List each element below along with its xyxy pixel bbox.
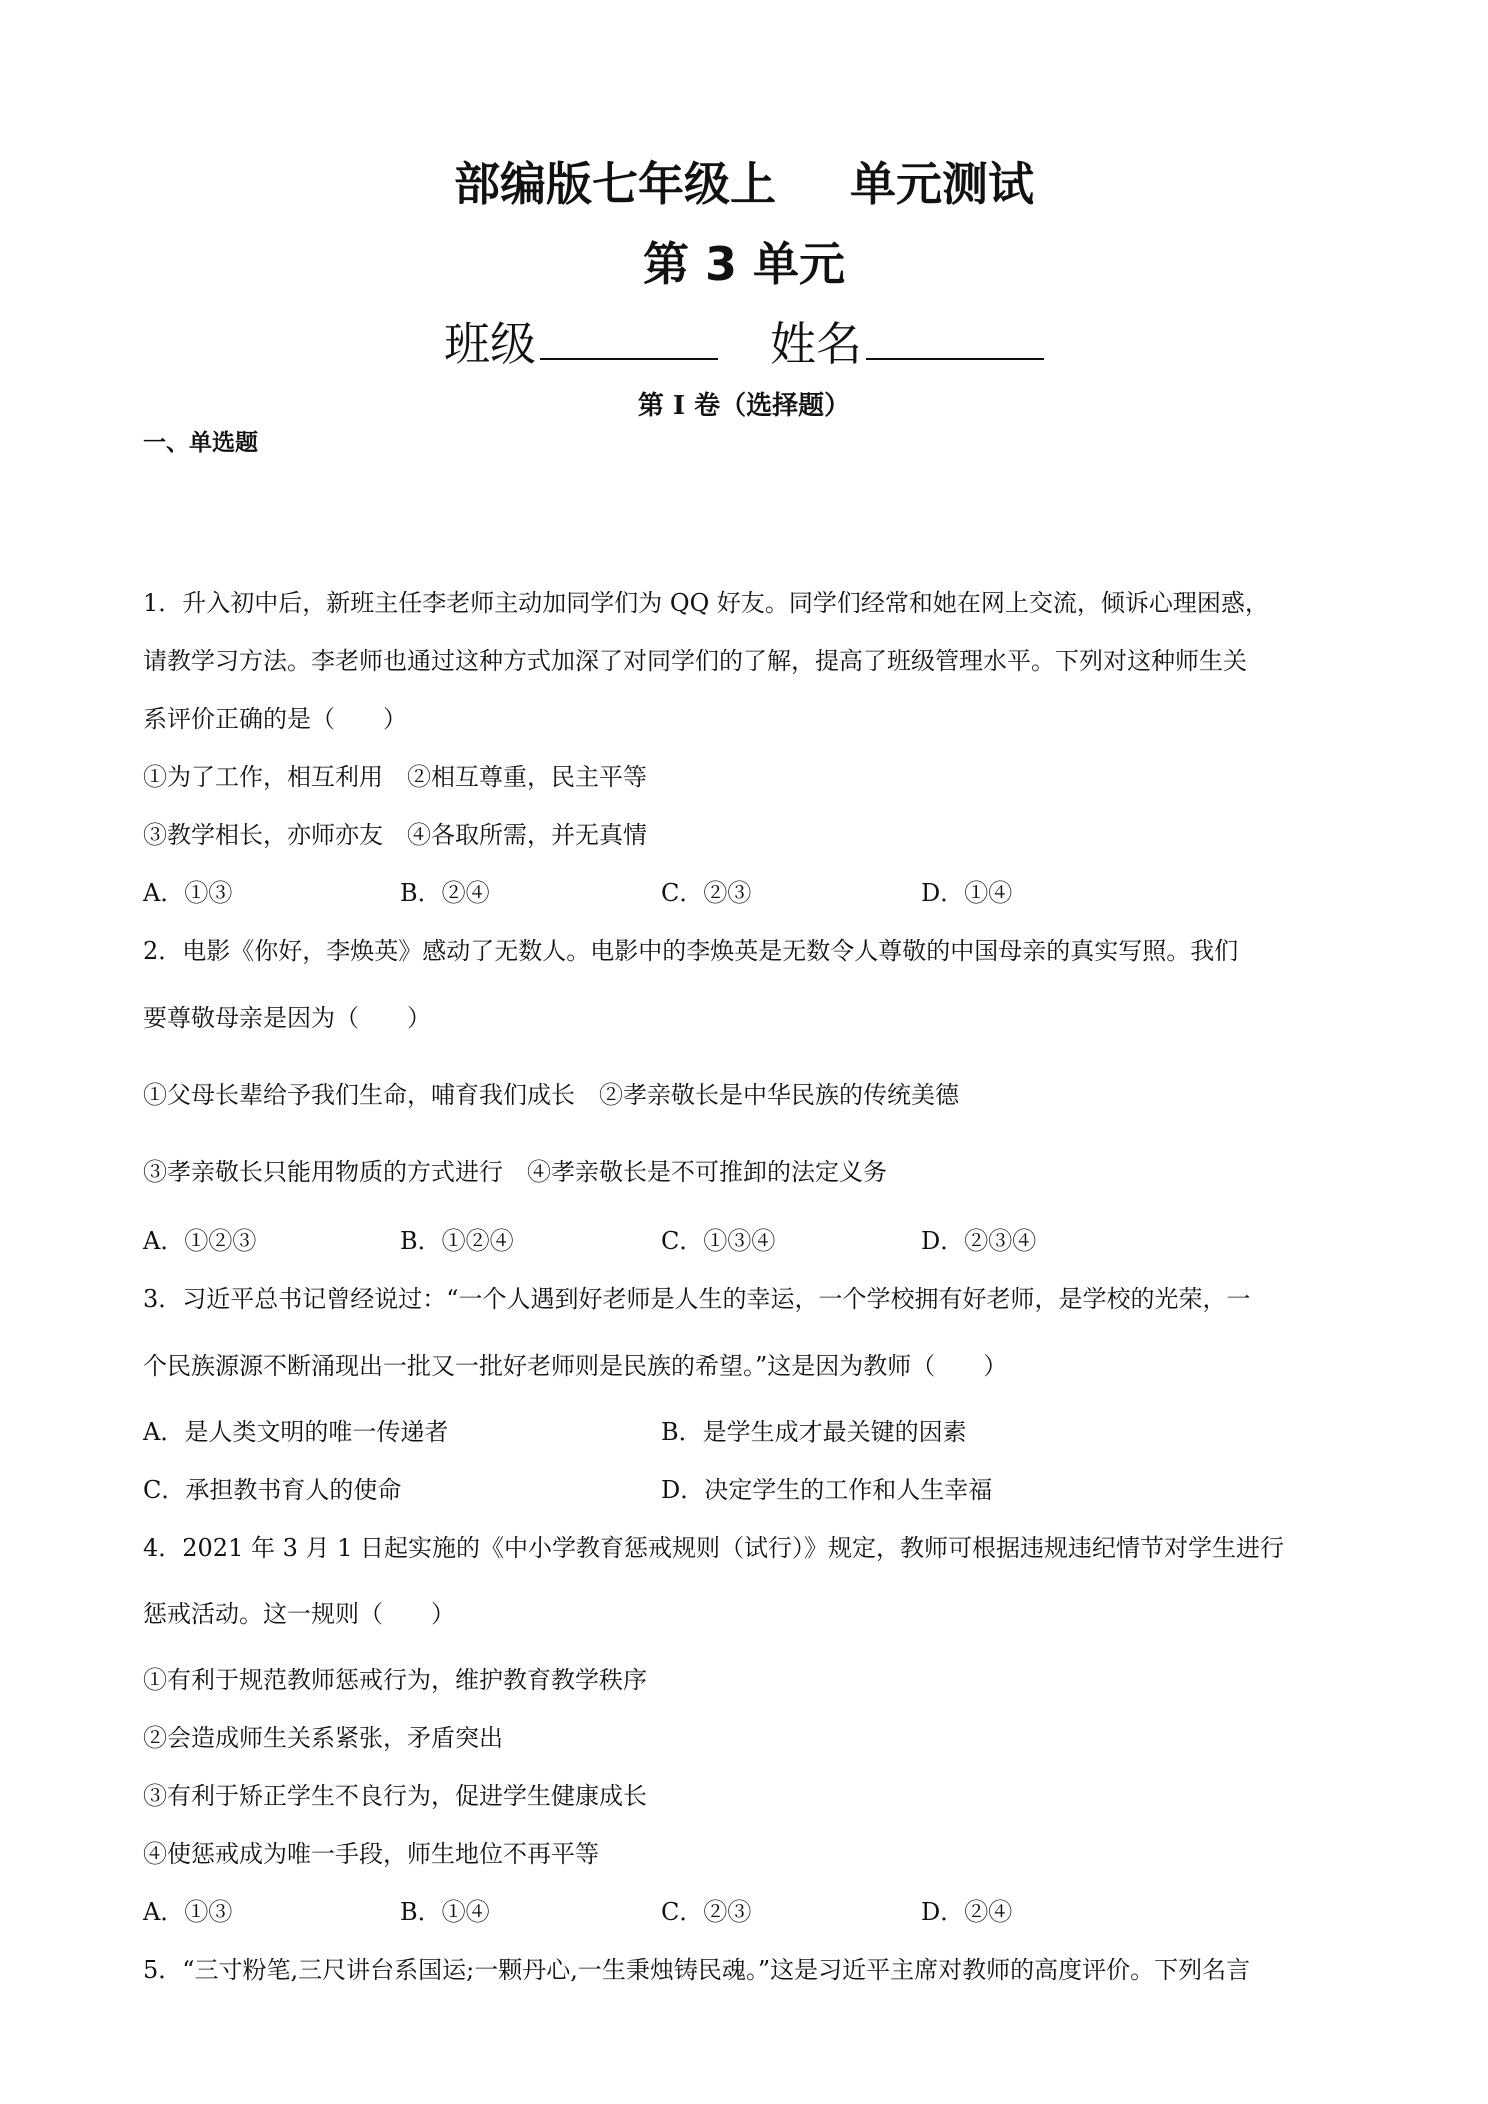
question-1-line-3: 系评价正确的是（ ） — [143, 705, 407, 733]
name-blank — [866, 318, 1044, 360]
question-1-option-a: A．①③ — [143, 879, 233, 907]
unit-title: 第 3 单元 — [642, 237, 846, 291]
question-1-option-c: C．②③ — [661, 879, 752, 907]
question-4-statement-2: ②会造成师生关系紧张，矛盾突出 — [143, 1724, 503, 1752]
title-right: 单元测试 — [850, 157, 1034, 211]
question-1-line-1: 1．升入初中后，新班主任李老师主动加同学们为 QQ 好友。同学们经常和她在网上交流，倾诉心理困惑， — [143, 589, 1269, 617]
question-4-option-b: B．①④ — [400, 1898, 490, 1926]
question-5-line-1: 5．“三寸粉笔,三尺讲台系国运;一颗丹心,一生秉烛铸民魂。”这是习近平主席对教师的高度评价。下列名言 — [143, 1956, 1251, 1984]
question-1-statement-2: ③教学相长，亦师亦友 ④各取所需，并无真情 — [143, 821, 647, 849]
question-4-option-d: D．②④ — [921, 1898, 1013, 1926]
question-3-line-1: 3．习近平总书记曾经说过：“一个人遇到好老师是人生的幸运，一个学校拥有好老师，是学校的光荣，一 — [143, 1285, 1251, 1313]
question-2-option-a: A．①②③ — [143, 1227, 257, 1255]
student-info-line — [0, 308, 1488, 374]
question-4-line-1: 4．2021 年 3 月 1 日起实施的《中小学教育惩戒规则（试行）》规定，教师可根据违规违纪情节对学生进行 — [143, 1534, 1285, 1562]
class-label: 班级 — [444, 317, 536, 371]
question-3-line-2: 个民族源源不断涌现出一批又一批好老师则是民族的希望。”这是因为教师（ ） — [143, 1352, 1008, 1380]
question-1-line-2: 请教学习方法。李老师也通过这种方式加深了对同学们的了解，提高了班级管理水平。下列对这种师生关 — [143, 647, 1247, 675]
question-2-option-c: C．①③④ — [661, 1227, 776, 1255]
question-2-statement-1: ①父母长辈给予我们生命，哺育我们成长 ②孝亲敬长是中华民族的传统美德 — [143, 1081, 959, 1109]
title-left: 部编版七年级上 — [454, 157, 776, 211]
question-1-statement-1: ①为了工作，相互利用 ②相互尊重，民主平等 — [143, 763, 647, 791]
question-2-option-b: B．①②④ — [400, 1227, 514, 1255]
question-4-statement-1: ①有利于规范教师惩戒行为，维护教育教学秩序 — [143, 1666, 647, 1694]
question-4-option-a: A．①③ — [143, 1898, 233, 1926]
question-4-line-2: 惩戒活动。这一规则（ ） — [143, 1600, 455, 1628]
volume-title: 第 I 卷（选择题） — [637, 391, 851, 421]
class-blank — [540, 318, 718, 360]
question-2-line-2: 要尊敬母亲是因为（ ） — [143, 1004, 431, 1032]
question-2-statement-2: ③孝亲敬长只能用物质的方式进行 ④孝亲敬长是不可推卸的法定义务 — [143, 1158, 887, 1186]
question-4-statement-4: ④使惩戒成为唯一手段，师生地位不再平等 — [143, 1840, 599, 1868]
question-3-option-a: A．是人类文明的唯一传递者 — [143, 1418, 449, 1446]
question-3-option-d: D．决定学生的工作和人生幸福 — [661, 1476, 993, 1504]
question-4-option-c: C．②③ — [661, 1898, 752, 1926]
question-1-option-b: B．②④ — [400, 879, 490, 907]
name-label: 姓名 — [770, 317, 862, 371]
question-1-option-d: D．①④ — [921, 879, 1013, 907]
section-title: 一、单选题 — [143, 430, 258, 456]
question-2-line-1: 2．电影《你好，李焕英》感动了无数人。电影中的李焕英是无数令人尊敬的中国母亲的真实写照。我们 — [143, 937, 1239, 965]
question-3-option-c: C．承担教书育人的使命 — [143, 1476, 402, 1504]
question-3-option-b: B．是学生成才最关键的因素 — [661, 1418, 967, 1446]
question-2-option-d: D．②③④ — [921, 1227, 1037, 1255]
question-4-statement-3: ③有利于矫正学生不良行为，促进学生健康成长 — [143, 1782, 647, 1810]
page-title — [0, 148, 1488, 214]
